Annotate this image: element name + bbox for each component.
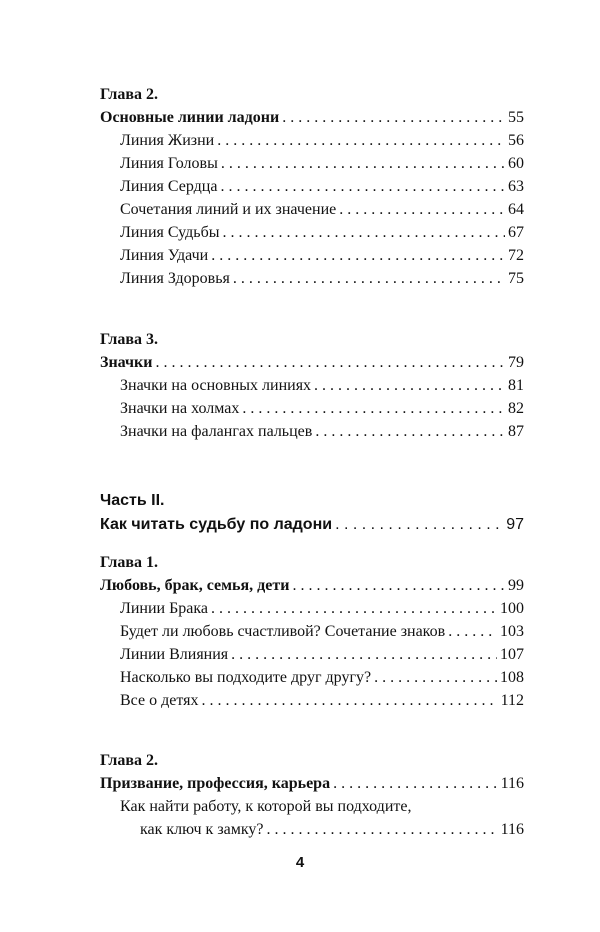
- toc-item-label: Линия Удачи: [120, 247, 209, 264]
- dot-leader: [223, 222, 506, 244]
- toc-page-number: 72: [508, 247, 524, 264]
- toc-item[interactable]: [120, 222, 524, 244]
- toc-item-label: Как найти работу, к которой вы подходите,: [120, 798, 412, 815]
- toc-item-label: Линия Сердца: [120, 178, 218, 195]
- toc-item[interactable]: [120, 199, 524, 221]
- toc-item[interactable]: [120, 398, 524, 420]
- toc-item-label: Линии Влияния: [120, 646, 229, 663]
- toc-item[interactable]: [120, 153, 524, 175]
- toc-item[interactable]: [120, 598, 524, 620]
- toc-page-number: 60: [508, 155, 524, 172]
- toc-page-number: 87: [508, 423, 524, 440]
- toc-item[interactable]: [120, 268, 524, 290]
- toc-chapter-title[interactable]: [100, 773, 524, 795]
- dot-leader: [242, 398, 505, 420]
- toc-title-text: Как читать судьбу по ладони: [100, 516, 333, 533]
- toc-item-label: Все о детях: [120, 692, 199, 709]
- toc-page-number: 100: [500, 600, 524, 617]
- chapter-heading: Глава 3.: [100, 331, 158, 348]
- toc-title-text: Значки: [100, 354, 153, 371]
- toc-item[interactable]: [140, 819, 524, 841]
- toc-page-number: 112: [500, 692, 524, 709]
- toc-item-label: Значки на холмах: [120, 400, 240, 417]
- toc-item-label: Сочетания линий и их значение: [120, 201, 337, 218]
- toc-item-label: Линии Брака: [120, 600, 209, 617]
- dot-leader: [211, 245, 505, 267]
- toc-item[interactable]: [120, 667, 524, 689]
- toc-page-number: 116: [500, 821, 524, 838]
- dot-leader: [217, 130, 505, 152]
- dot-leader: [339, 199, 505, 221]
- toc-item[interactable]: [120, 621, 524, 643]
- dot-leader: [333, 773, 498, 795]
- toc-chapter-title[interactable]: [100, 352, 524, 374]
- toc-page-number: 99: [508, 577, 524, 594]
- toc-item[interactable]: [120, 245, 524, 267]
- toc-page-number: 55: [508, 109, 524, 126]
- toc-item[interactable]: [120, 421, 524, 443]
- dot-leader: [282, 107, 505, 129]
- toc-page-number: 116: [500, 775, 524, 792]
- chapter-heading: Глава 2.: [100, 86, 158, 103]
- toc-title-text: Основные линии ладони: [100, 109, 280, 126]
- toc-item-label: Линия Судьбы: [120, 224, 220, 241]
- toc-part-title[interactable]: [100, 514, 524, 536]
- toc-title-text: Призвание, профессия, карьера: [100, 775, 331, 792]
- dot-leader: [211, 598, 497, 620]
- dot-leader: [231, 644, 497, 666]
- toc-page-number: 108: [500, 669, 524, 686]
- dot-leader: [233, 268, 505, 290]
- toc-item-label: Насколько вы подходите друг другу?: [120, 669, 372, 686]
- toc-chapter-title[interactable]: [100, 575, 524, 597]
- toc-page-number: 81: [508, 377, 524, 394]
- dot-leader: [201, 690, 497, 712]
- toc-item-label: Будет ли любовь счастливой? Сочетание знаков: [120, 623, 446, 640]
- toc-item[interactable]: [120, 644, 524, 666]
- toc-page-number: 75: [508, 270, 524, 287]
- toc-item[interactable]: [120, 375, 524, 397]
- toc-page-number: 107: [500, 646, 524, 663]
- toc-item-label: Линия Жизни: [120, 132, 215, 149]
- chapter-heading: Глава 2.: [100, 752, 158, 769]
- dot-leader: [448, 621, 497, 643]
- toc-page-number: 67: [508, 224, 524, 241]
- toc-item[interactable]: [120, 690, 524, 712]
- toc-chapter-title[interactable]: [100, 107, 524, 129]
- dot-leader: [155, 352, 505, 374]
- toc-item-label: как ключ к замку?: [140, 821, 264, 838]
- dot-leader: [220, 176, 505, 198]
- dot-leader: [314, 375, 505, 397]
- dot-leader: [221, 153, 505, 175]
- toc-page-number: 64: [508, 201, 524, 218]
- toc-item-label: Значки на фалангах пальцев: [120, 423, 313, 440]
- toc-item-label: Линия Здоровья: [120, 270, 230, 287]
- toc-page-number: 63: [508, 178, 524, 195]
- toc-page-number: 103: [500, 623, 524, 640]
- dot-leader: [267, 819, 498, 841]
- dot-leader: [335, 514, 503, 536]
- toc-item-label: Значки на основных линиях: [120, 377, 312, 394]
- toc-title-text: Любовь, брак, семья, дети: [100, 577, 290, 594]
- dot-leader: [292, 575, 505, 597]
- toc-item[interactable]: [120, 176, 524, 198]
- toc-page-number: 97: [506, 516, 524, 533]
- toc-page-number: 79: [508, 354, 524, 371]
- dot-leader: [374, 667, 497, 689]
- dot-leader: [315, 421, 505, 443]
- toc-page-number: 56: [508, 132, 524, 149]
- chapter-heading: Глава 1.: [100, 554, 158, 571]
- toc-item[interactable]: [120, 796, 524, 818]
- toc-item[interactable]: [120, 130, 524, 152]
- part-heading: Часть II.: [100, 492, 165, 509]
- toc-item-label: Линия Головы: [120, 155, 218, 172]
- toc-page-number: 82: [508, 400, 524, 417]
- page-number: 4: [295, 854, 305, 871]
